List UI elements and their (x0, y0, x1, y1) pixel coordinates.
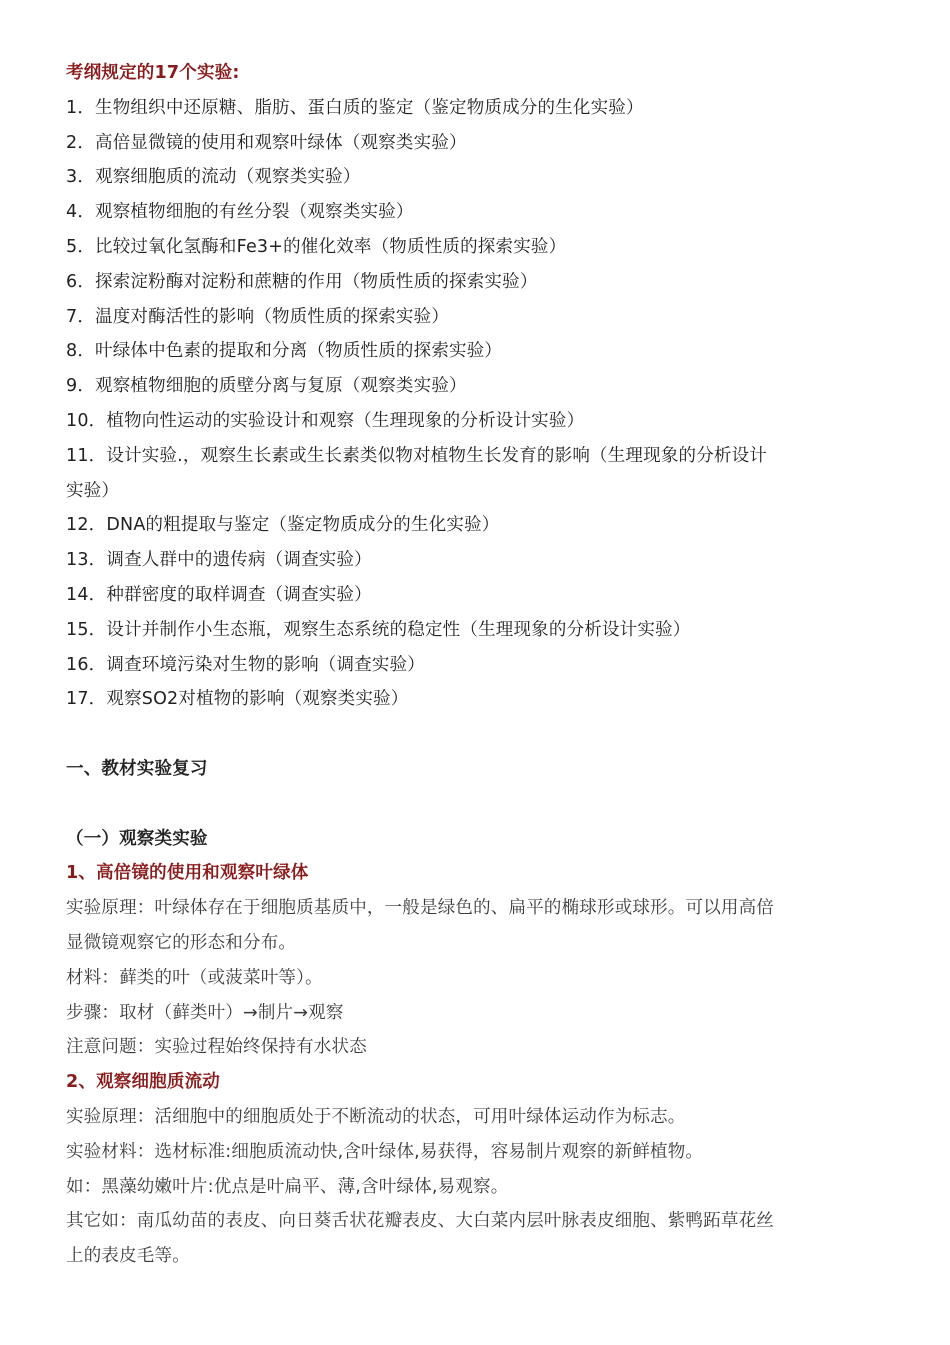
experiment-2-materials: 实验材料：选材标准:细胞质流动快,含叶绿体,易获得，容易制片观察的新鲜植物。 (66, 1141, 704, 1162)
blank-line (66, 787, 892, 822)
experiment-1-materials: 材料：藓类的叶（或菠菜叶等）。 (66, 967, 323, 988)
experiment-1-principle: 实验原理：叶绿体存在于细胞质基质中，一般是绿色的、扁平的椭球形或球形。可以用高倍 (66, 898, 774, 919)
syllabus-item-13: 13．调查人群中的遗传病（调查实验） (66, 550, 372, 571)
experiment-2-principle: 实验原理：活细胞中的细胞质处于不断流动的状态，可用叶绿体运动作为标志。 (66, 1106, 686, 1127)
subsection-title: （一）观察类实验 (66, 828, 208, 849)
document-page (66, 56, 892, 1274)
syllabus-item-9: 9．观察植物细胞的质壁分离与复原（观察类实验） (66, 376, 467, 397)
experiment-1-notes: 注意问题：实验过程始终保持有水状态 (66, 1037, 367, 1058)
experiment-2-others: 其它如：南瓜幼苗的表皮、向日葵舌状花瓣表皮、大白菜内层叶脉表皮细胞、紫鸭跖草花丝 (66, 1211, 774, 1232)
syllabus-item-2: 2．高倍显微镜的使用和观察叶绿体（观察类实验） (66, 132, 467, 153)
syllabus-item-7: 7．温度对酶活性的影响（物质性质的探索实验） (66, 306, 450, 327)
syllabus-item-3: 3．观察细胞质的流动（观察类实验） (66, 167, 361, 188)
syllabus-item-14: 14．种群密度的取样调查（调查实验） (66, 584, 372, 605)
syllabus-list (66, 91, 892, 717)
syllabus-item-5: 5．比较过氧化氢酶和Fe3+的催化效率（物质性质的探索实验） (66, 236, 567, 257)
syllabus-title: 考纲规定的17个实验: (66, 63, 240, 83)
syllabus-item-11-cont: 实验） (66, 480, 120, 501)
section-title: 一、教材实验复习 (66, 758, 208, 779)
syllabus-item-4: 4．观察植物细胞的有丝分裂（观察类实验） (66, 202, 414, 223)
syllabus-item-16: 16．调查环境污染对生物的影响（调查实验） (66, 654, 425, 675)
syllabus-item-1: 1．生物组织中还原糖、脂肪、蛋白质的鉴定（鉴定物质成分的生化实验） (66, 97, 644, 118)
experiment-2-title: 2、观察细胞质流动 (66, 1072, 220, 1093)
syllabus-item-8: 8．叶绿体中色素的提取和分离（物质性质的探索实验） (66, 341, 503, 362)
experiment-1-steps: 步骤：取材（藓类叶）→制片→观察 (66, 1002, 344, 1023)
experiment-2-others-cont: 上的表皮毛等。 (66, 1246, 190, 1267)
syllabus-item-12: 12．DNA的粗提取与鉴定（鉴定物质成分的生化实验） (66, 515, 500, 536)
experiment-2-example: 如：黑藻幼嫩叶片:优点是叶扁平、薄,含叶绿体,易观察。 (66, 1176, 509, 1197)
blank-line (66, 717, 892, 752)
syllabus-item-17: 17．观察SO2对植物的影响（观察类实验） (66, 689, 409, 710)
experiment-1-title: 1、高倍镜的使用和观察叶绿体 (66, 863, 309, 884)
syllabus-item-6: 6．探索淀粉酶对淀粉和蔗糖的作用（物质性质的探索实验） (66, 271, 538, 292)
syllabus-item-10: 10．植物向性运动的实验设计和观察（生理现象的分析设计实验） (66, 410, 585, 431)
syllabus-item-15: 15．设计并制作小生态瓶，观察生态系统的稳定性（生理现象的分析设计实验） (66, 619, 691, 640)
syllabus-item-11: 11．设计实验.，观察生长素或生长素类似物对植物生长发育的影响（生理现象的分析设计 (66, 445, 768, 466)
experiment-1-principle-cont: 显微镜观察它的形态和分布。 (66, 932, 297, 953)
